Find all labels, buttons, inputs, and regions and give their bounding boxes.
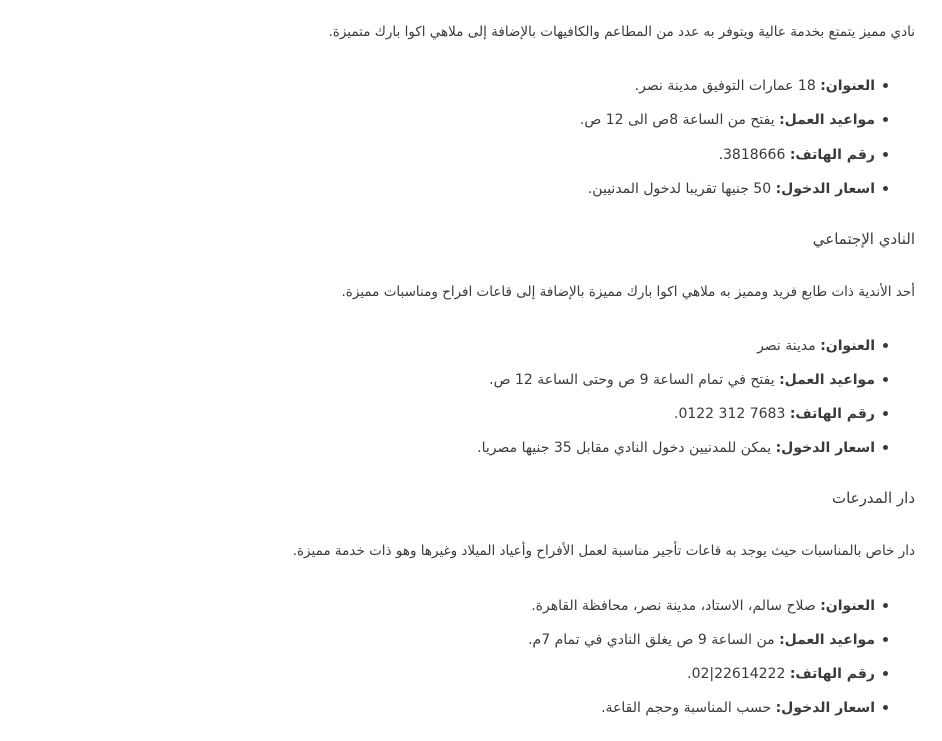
bullet-icon <box>883 186 888 191</box>
bullet-icon <box>883 117 888 122</box>
bullet-icon <box>883 445 888 450</box>
bullet-icon <box>883 343 888 348</box>
list-item: العنوان: 18 عمارات التوفيق مدينة نصر. <box>635 76 915 96</box>
bullet-icon <box>883 83 888 88</box>
section-1-intro: نادي مميز يتمتع بخدمة عالية ويتوفر به عدد من المطاعم والكافيهات بالإضافة إلى ملاهي اكوا بارك متميزة. <box>328 24 915 40</box>
list-item: اسعار الدخول: 50 جنيها تقريبا لدخول المدنيين. <box>588 179 915 199</box>
section-3-heading: دار المدرعات <box>831 489 915 507</box>
bullet-icon <box>883 603 888 608</box>
bullet-icon <box>883 377 888 382</box>
list-item: مواعيد العمل: من الساعة 9 ص يغلق النادي في تمام 7م. <box>528 630 915 650</box>
section-3-intro: دار خاص بالمناسبات حيث يوجد به قاعات تأجير مناسبة لعمل الأفراح وأعياد الميلاد وغيرها وهو ذات خدمة مميزة. <box>292 543 915 559</box>
list-item: رقم الهاتف: 22614222|02. <box>687 664 915 684</box>
bullet-icon <box>883 705 888 710</box>
section-2-intro: أحد الأندية ذات طابع فريد ومميز به ملاهي اكوا بارك مميزة بالإضافة إلى قاعات افراح ومناسبات مميزة. <box>341 284 915 300</box>
list-item: العنوان: مدينة نصر <box>757 336 915 356</box>
list-item: العنوان: صلاح سالم، الاستاد، مدينة نصر، محافظة القاهرة. <box>531 596 915 616</box>
bullet-icon <box>883 637 888 642</box>
list-item: اسعار الدخول: يمكن للمدنيين دخول النادي مقابل 35 جنيها مصريا. <box>477 438 915 458</box>
list-item: رقم الهاتف: 3818666. <box>719 145 915 165</box>
list-item: رقم الهاتف: 7683 312 0122. <box>674 404 915 424</box>
list-item: مواعيد العمل: يفتح من الساعة 8ص الى 12 ص. <box>580 110 915 130</box>
bullet-icon <box>883 152 888 157</box>
bullet-icon <box>883 671 888 676</box>
bullet-icon <box>883 411 888 416</box>
list-item: اسعار الدخول: حسب المناسبة وحجم القاعة. <box>601 698 915 718</box>
list-item: مواعيد العمل: يفتح في تمام الساعة 9 ص وحتى الساعة 12 ص. <box>489 370 915 390</box>
section-2-heading: النادي الإجتماعي <box>812 230 915 248</box>
